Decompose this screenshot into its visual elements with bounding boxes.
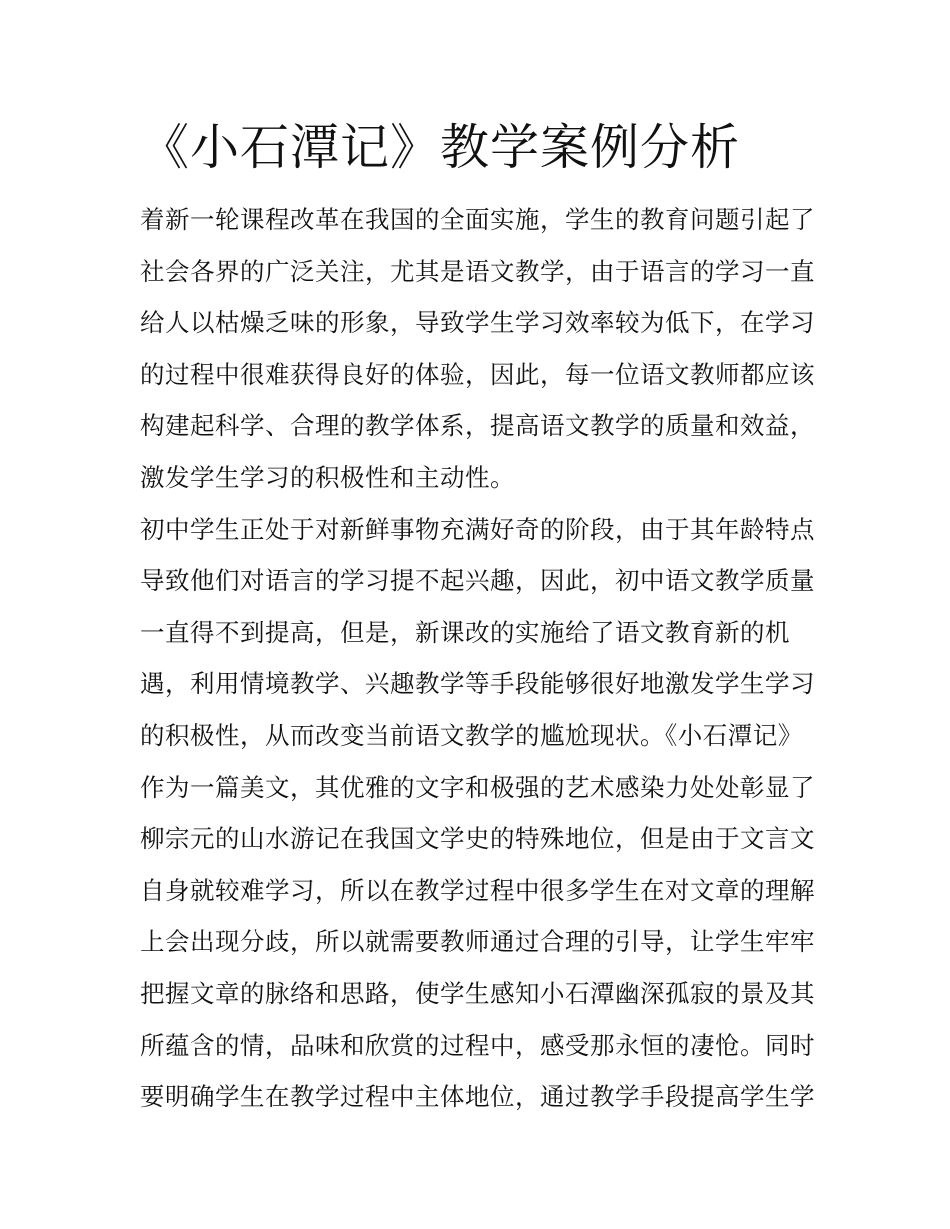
text-line: 初中学生正处于对新鲜事物充满好奇的阶段，由于其年龄特点 [140, 514, 815, 544]
text-line: 柳宗元的山水游记在我国文学史的特殊地位，但是由于文言文 [140, 824, 815, 854]
document-body [140, 194, 820, 1123]
text-line: 把握文章的脉络和思路，使学生感知小石潭幽深孤寂的景及其 [140, 978, 815, 1008]
text-line: 着新一轮课程改革在我国的全面实施，学生的教育问题引起了 [140, 205, 815, 234]
text-line: 构建起科学、合理的教学体系，提高语文教学的质量和效益， [140, 411, 815, 441]
text-line: 激发学生学习的积极性和主动性。 [140, 462, 515, 492]
text-line: 要明确学生在教学过程中主体地位，通过教学手段提高学生学 [140, 1082, 815, 1112]
text-line: 给人以枯燥乏味的形象，导致学生学习效率较为低下，在学习 [140, 308, 815, 338]
text-line: 上会出现分歧，所以就需要教师通过合理的引导，让学生牢牢 [140, 927, 815, 957]
text-line: 社会各界的广泛关注，尤其是语文教学，由于语言的学习一直 [140, 256, 815, 286]
text-line: 所蕴含的情，品味和欣赏的过程中，感受那永恒的凄怆。同时 [140, 1030, 815, 1060]
text-line: 的积极性，从而改变当前语文教学的尴尬现状。《小石潭记》 [140, 720, 803, 750]
text-line: 的过程中很难获得良好的体验，因此，每一位语文教师都应该 [140, 359, 815, 389]
document-title: 《小石潭记》教学案例分析 [140, 119, 741, 176]
text-line: 自身就较难学习，所以在教学过程中很多学生在对文章的理解 [140, 875, 815, 905]
text-line: 作为一篇美文，其优雅的文字和极强的艺术感染力处处彰显了 [140, 772, 815, 802]
text-line: 一直得不到提高，但是，新课改的实施给了语文教育新的机 [140, 617, 790, 647]
text-line: 遇，利用情境教学、兴趣教学等手段能够很好地激发学生学习 [140, 669, 815, 699]
text-line: 导致他们对语言的学习提不起兴趣，因此，初中语文教学质量 [140, 566, 815, 596]
